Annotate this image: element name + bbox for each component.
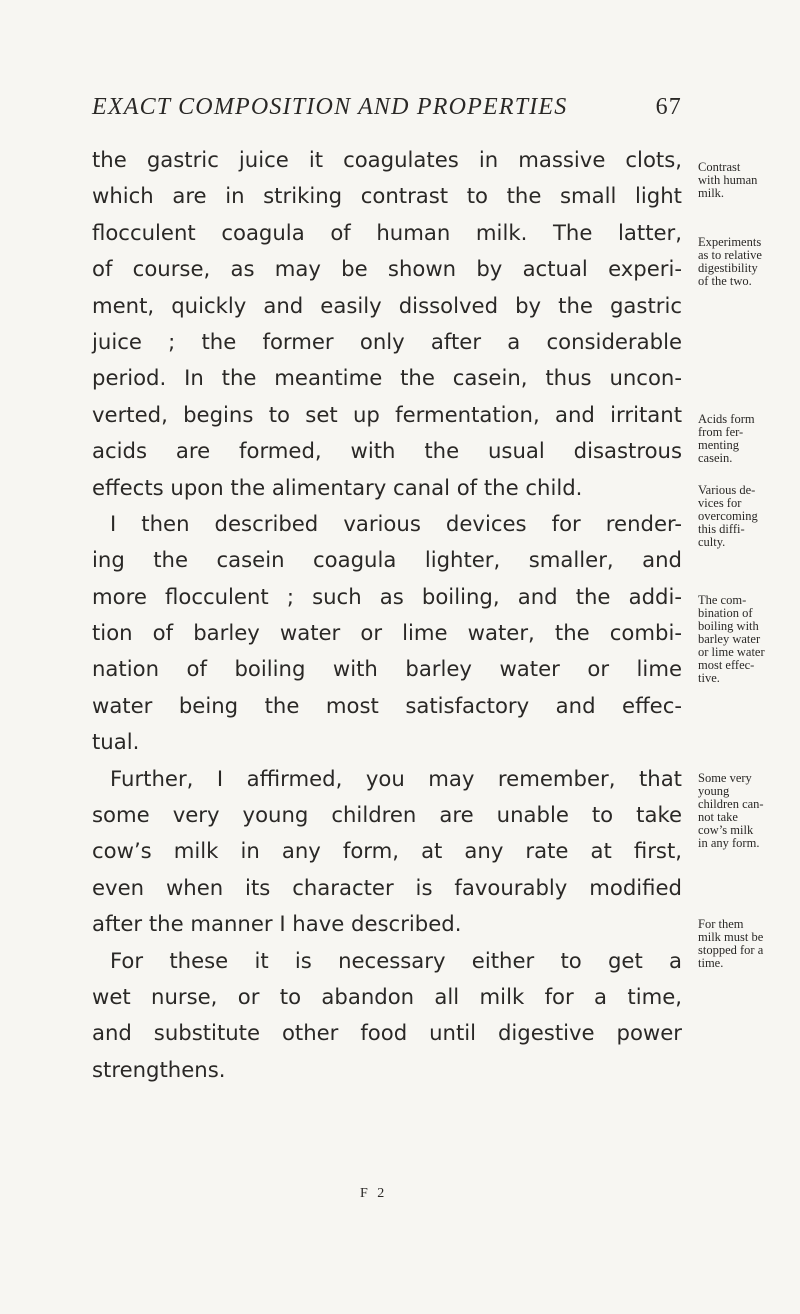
- text-line: cow’s milk in any form, at any rate at first,: [92, 838, 682, 864]
- text-line: ing the casein coagula lighter, smaller, and: [92, 547, 682, 573]
- text-line: some very young children are unable to take: [92, 802, 682, 828]
- margin-note-line: not take: [698, 810, 738, 824]
- margin-note-line: tive.: [698, 671, 720, 685]
- signature-mark: F 2: [360, 1186, 388, 1201]
- margin-note-line: of the two.: [698, 274, 752, 288]
- margin-note-acids: [698, 413, 794, 465]
- text-line: acids are formed, with the usual disastrous: [92, 438, 682, 464]
- running-head-title: EXACT COMPOSITION AND PROPERTIES: [92, 94, 568, 120]
- text-line: and substitute other food until digestive power: [92, 1020, 682, 1046]
- text-line: tual.: [92, 729, 140, 755]
- margin-note-line: menting: [698, 438, 739, 452]
- margin-note-line: milk.: [698, 186, 725, 200]
- margin-note-line: vices for: [698, 496, 742, 510]
- margin-note-line: children can-: [698, 797, 764, 811]
- text-line: even when its character is favourably modified: [92, 874, 682, 900]
- margin-note-experiments: [698, 236, 794, 288]
- text-line: tion of barley water or lime water, the combi-: [92, 620, 682, 646]
- page-number: 67: [655, 94, 682, 120]
- margin-note-line: Experiments: [698, 235, 762, 249]
- margin-note-line: this diffi-: [698, 522, 745, 536]
- margin-note-line: cow’s milk: [698, 823, 754, 837]
- text-line: For these it is necessary either to get a: [110, 947, 682, 973]
- margin-note-line: The com-: [698, 593, 747, 607]
- margin-note-line: milk must be: [698, 930, 764, 944]
- text-line: period. In the meantime the casein, thus uncon-: [92, 365, 682, 391]
- margin-note-devices: [698, 484, 794, 549]
- text-line: Further, I affirmed, you may remember, that: [110, 765, 682, 791]
- margin-note-combination: [698, 594, 794, 685]
- margin-note-some-young: [698, 772, 794, 850]
- margin-note-line: Acids form: [698, 412, 755, 426]
- margin-note-line: young: [698, 784, 730, 798]
- text-line: ment, quickly and easily dissolved by the gastric: [92, 292, 682, 318]
- margin-note-line: in any form.: [698, 836, 760, 850]
- margin-note-line: barley water: [698, 632, 761, 646]
- margin-note-line: bination of: [698, 606, 753, 620]
- margin-note-line: For them: [698, 917, 744, 931]
- margin-note-line: casein.: [698, 451, 733, 465]
- text-line: juice ; the former only after a considerable: [92, 328, 682, 354]
- text-line: effects upon the alimentary canal of the child.: [92, 474, 583, 500]
- text-line: more flocculent ; such as boiling, and the addi-: [92, 583, 682, 609]
- text-line: the gastric juice it coagulates in massive clots,: [92, 147, 682, 172]
- margin-note-line: time.: [698, 956, 724, 970]
- text-line: I then described various devices for render-: [110, 510, 682, 536]
- margin-note-line: most effec-: [698, 658, 755, 672]
- margin-note-line: stopped for a: [698, 943, 764, 957]
- text-line: water being the most satisfactory and effec-: [92, 692, 682, 718]
- text-line: after the manner I have described.: [92, 911, 462, 937]
- margin-note-line: overcoming: [698, 509, 758, 523]
- margin-note-contrast: [698, 161, 794, 200]
- margin-note-line: from fer-: [698, 425, 744, 439]
- margin-note-line: boiling with: [698, 619, 759, 633]
- margin-note-line: as to relative: [698, 248, 762, 262]
- margin-note-line: Contrast: [698, 160, 741, 174]
- text-line: nation of boiling with barley water or lime: [92, 656, 682, 682]
- text-line: verted, begins to set up fermentation, and irritant: [92, 401, 682, 427]
- margin-note-line: with human: [698, 173, 758, 187]
- text-line: strengthens.: [92, 1056, 226, 1082]
- margin-note-line: or lime water: [698, 645, 765, 659]
- margin-note-for-them: [698, 918, 794, 970]
- margin-note-line: culty.: [698, 535, 726, 549]
- text-line: which are in striking contrast to the small light: [92, 183, 682, 209]
- text-line: flocculent coagula of human milk. The latter,: [92, 219, 682, 245]
- margin-note-line: Various de-: [698, 483, 756, 497]
- text-line: wet nurse, or to abandon all milk for a time,: [92, 983, 682, 1009]
- text-line: of course, as may be shown by actual experi-: [92, 256, 682, 282]
- body-text: [92, 142, 682, 1088]
- margin-note-line: Some very: [698, 771, 752, 785]
- margin-note-line: digestibility: [698, 261, 758, 275]
